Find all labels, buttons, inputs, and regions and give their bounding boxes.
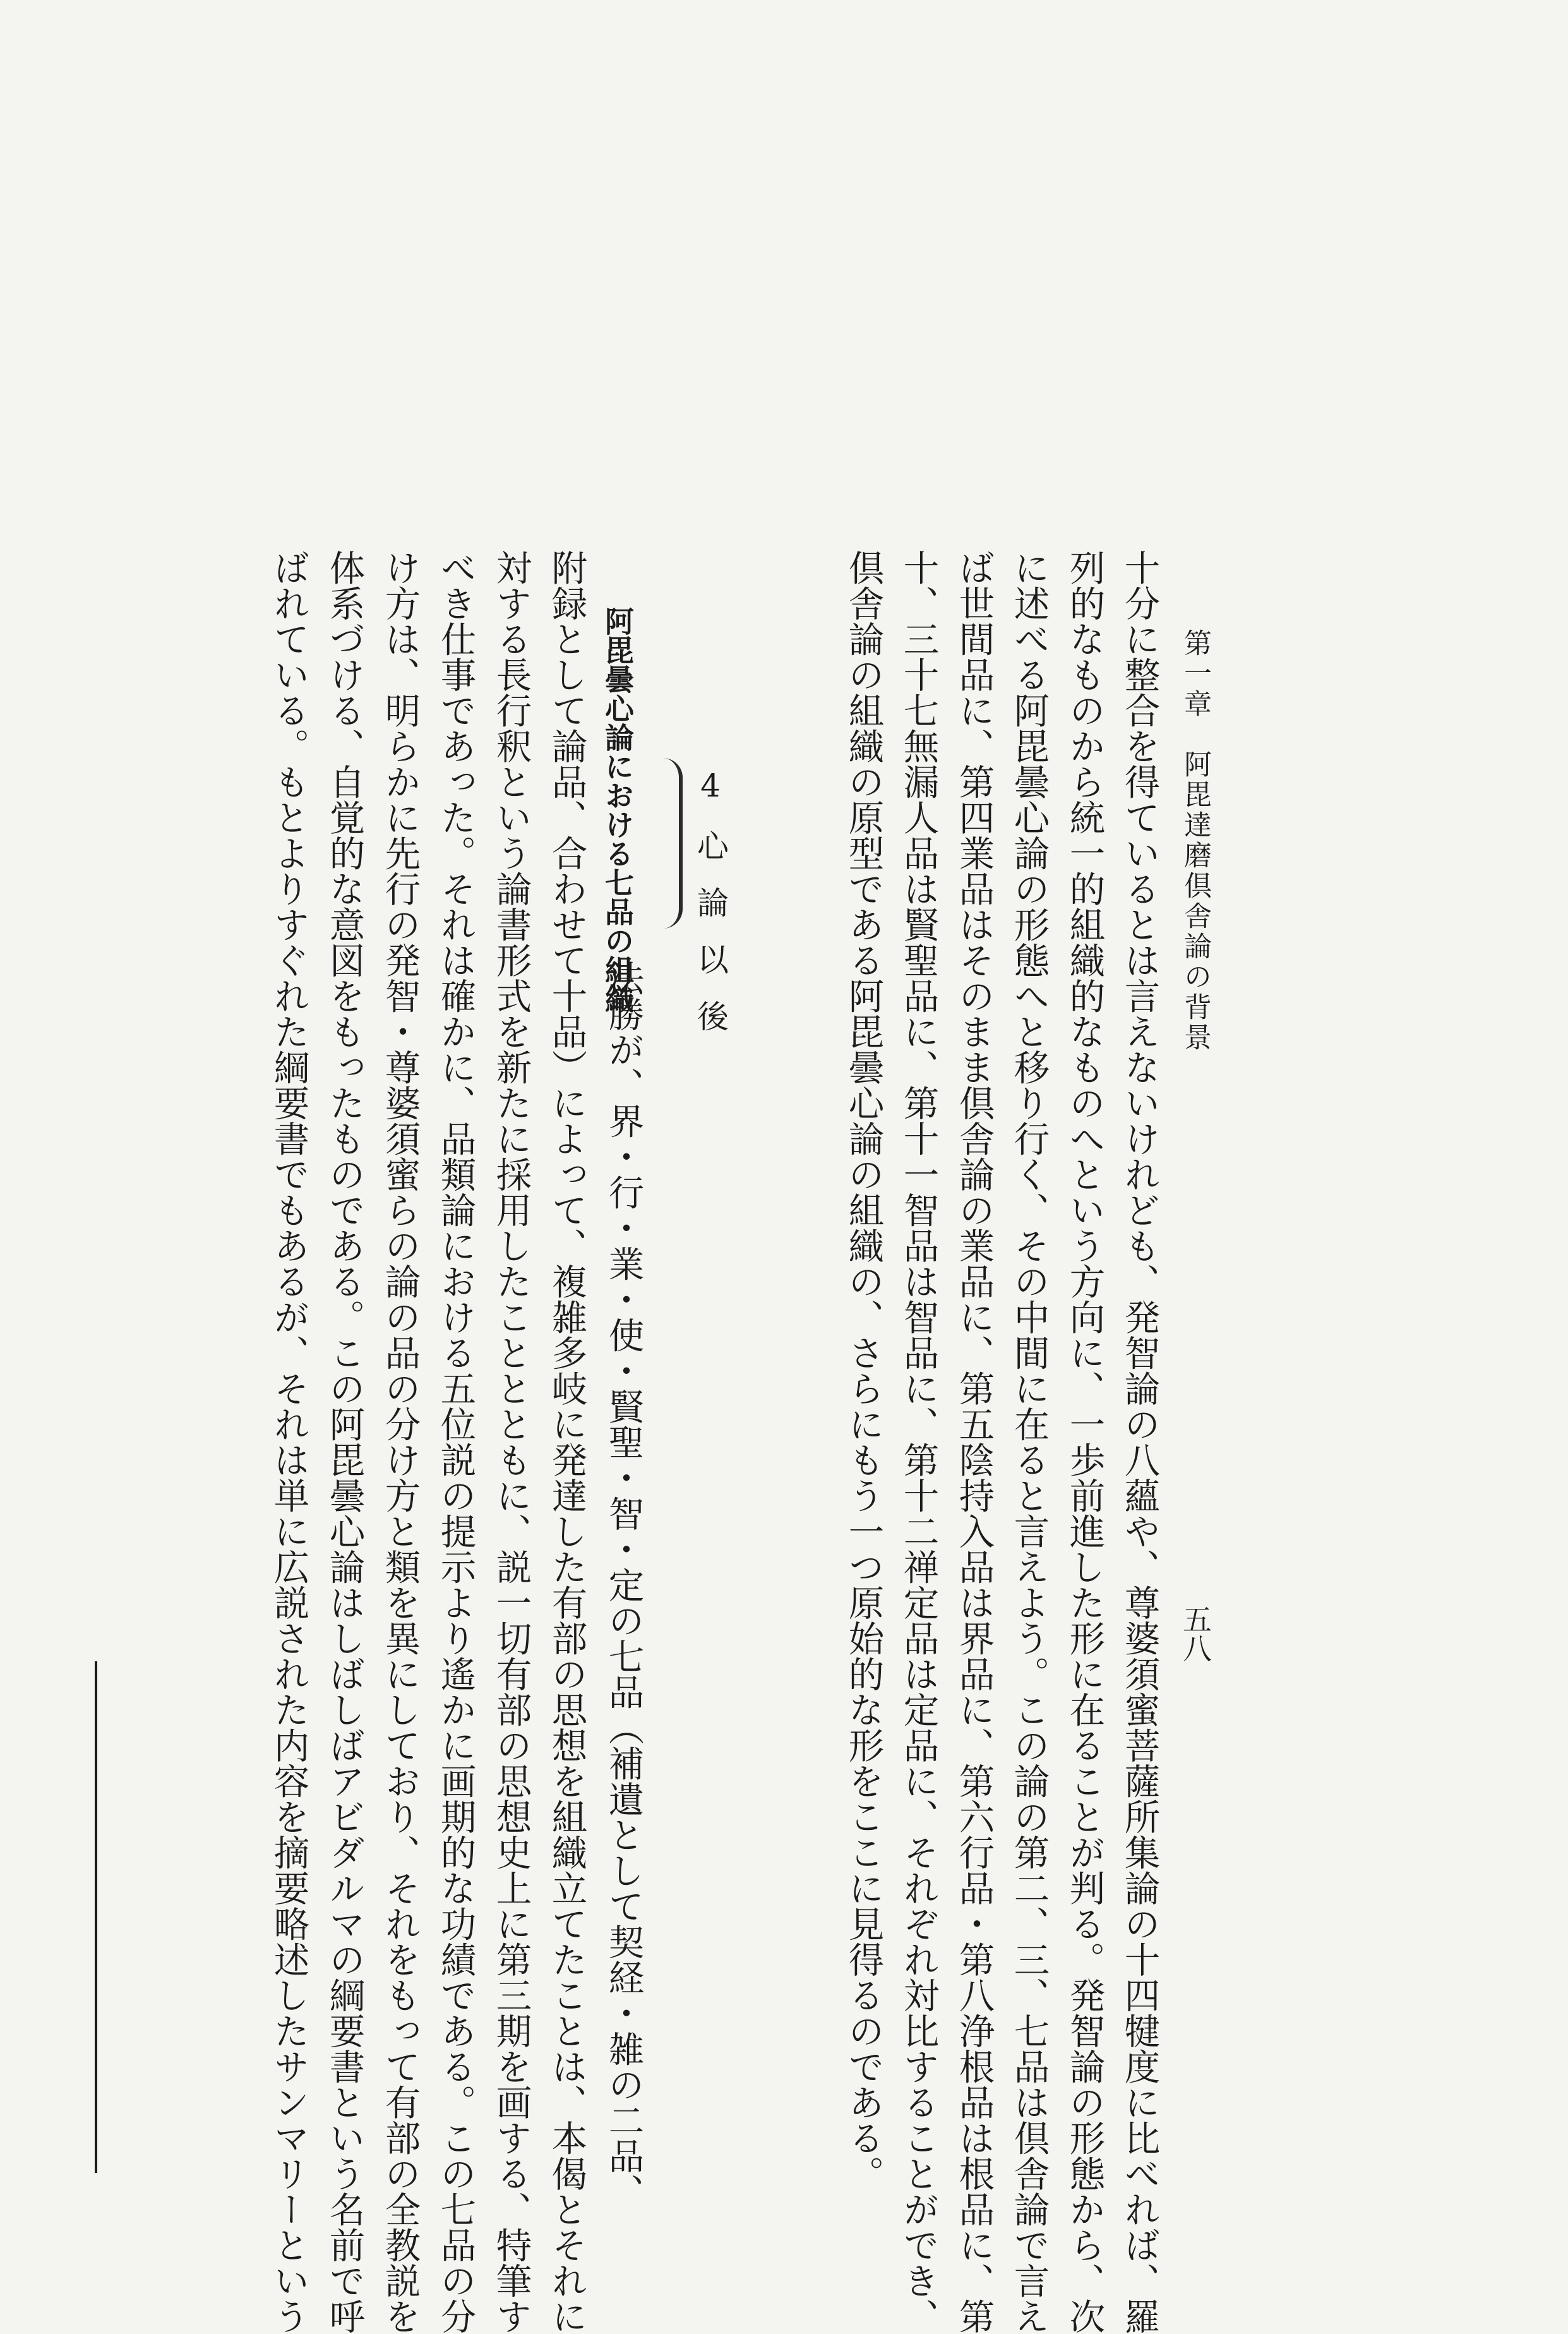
page-number: 五八 [1178, 1604, 1212, 1663]
paragraph2-line-3: 対する長行釈という論書形式を新たに採用したこととともに、説一切有部の思想史上に第三期を画する、特筆す [490, 550, 532, 2334]
paragraph2-line-7: ばれている。もとよりすぐれた綱要書でもあるが、それは単に広説された内容を摘要略述したサンマリーという [268, 550, 309, 2334]
paragraph2-line-2: 附録として論品、合わせて十品）によって、複雑多岐に発達した有部の思想を組織立てたことは、本偈とそれに [546, 550, 587, 2334]
paragraph1-line-2: 列的なものから統一的組織的なものへという方向に、一歩前進した形に在ることが判る。発智論の形態から、次 [1063, 550, 1105, 2334]
paragraph1-line-6: 倶舎論の組織の原型である阿毘曇心論の組織の、さらにもう一つ原始的な形をここに見得るのである。 [842, 550, 884, 2191]
binding-margin-line [95, 1661, 97, 2173]
running-head: 第一章 阿毘達磨倶舎論の背景 [1179, 629, 1211, 1053]
paragraph1-line-4: ば世間品に、第四業品はそのまま倶舎論の業品に、第五陰持入品は界品に、第六行品・第八浄根品は根品に、第 [953, 550, 995, 2334]
paragraph2-line-6: 体系づける、自覚的な意図をもったものである。この阿毘曇心論はしばしばアビダルマの綱要書という名前で呼 [323, 550, 365, 2334]
section-bracket [663, 758, 683, 929]
paragraph1-line-1: 十分に整合を得ているとは言えないけれども、発智論の八蘊や、尊婆須蜜菩薩所集論の十四犍度に比べれば、羅 [1118, 550, 1160, 2334]
paragraph2-line-4: べき仕事であった。それは確かに、品類論における五位説の提示より遙かに画期的な功績である。この七品の分 [434, 550, 476, 2334]
paragraph1-line-3: に述べる阿毘曇心論の形態へと移り行く、その中間に在ると言えよう。この論の第二、三、七品は倶舎論で言え [1008, 550, 1050, 2334]
section-subtitle: 阿毘曇心論における七品の組織 [601, 606, 635, 1013]
section-title: 4心論以後 [692, 767, 729, 1057]
paragraph2-line-1: 法勝が、界・行・業・使・賢聖・智・定の七品（補遺として契経・雑の二品、 [602, 960, 644, 2210]
paragraph2-line-5: け方は、明らかに先行の発智・尊婆須蜜らの論の品の分け方と類を異にしており、それをもって有部の全教説を [379, 550, 421, 2334]
paragraph1-line-5: 十、三十七無漏人品は賢聖品に、第十一智品は智品に、第十二禅定品は定品に、それぞれ対比することができ、 [897, 550, 939, 2334]
